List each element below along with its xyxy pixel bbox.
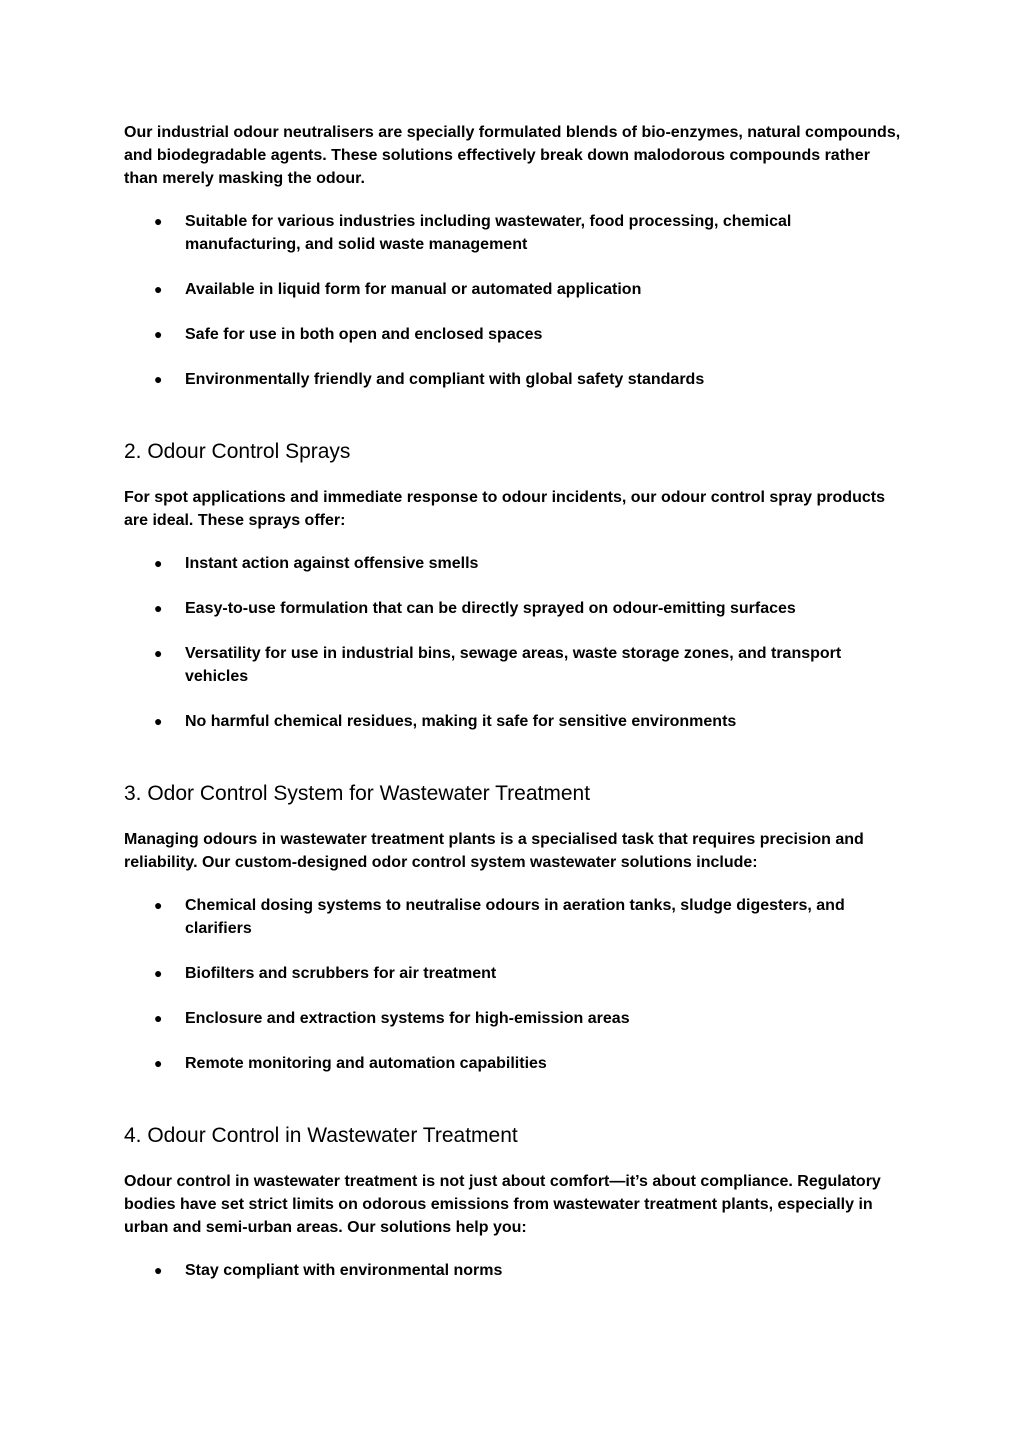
bullet-icon: ● [154,1262,163,1278]
sprays-bullet-list [124,552,904,733]
bullet-icon: ● [154,897,163,913]
list-item [124,962,904,985]
bullet-icon: ● [154,371,163,387]
list-item [124,642,904,688]
intro-paragraph: Our industrial odour neutralisers are specially formulated blends of bio-enzymes, natural compounds, and biodegradable agents. These solutions effectively break down malodorous compounds rather than merely masking the odour. [124,124,901,187]
bullet-icon: ● [154,965,163,981]
list-item-text: Biofilters and scrubbers for air treatment [185,965,497,982]
list-item-text: Enclosure and extraction systems for high-emission areas [185,1010,630,1027]
bullet-icon: ● [154,555,163,571]
wastewater-control-bullet-list [124,1259,904,1282]
section-paragraph-wastewater-control: Odour control in wastewater treatment is not just about comfort—it’s about compliance. Regulatory bodies have set strict limits on odorous emissions from wastewater treatment plants, especially in urban and semi-urban areas. Our solutions help you: [124,1173,881,1236]
list-item [124,597,904,620]
list-item [124,210,904,256]
list-item-text: Safe for use in both open and enclosed spaces [185,326,543,343]
list-item [124,278,904,301]
list-item-text: No harmful chemical residues, making it safe for sensitive environments [185,713,737,730]
list-item-text: Environmentally friendly and compliant with global safety standards [185,371,705,388]
section-heading-wastewater-system: 3. Odor Control System for Wastewater Treatment [124,782,591,805]
list-item [124,1052,904,1075]
document-page [124,121,904,1282]
section-paragraph-wastewater-system: Managing odours in wastewater treatment plants is a specialised task that requires precision and reliability. Our custom-designed odor control system wastewater solutions include: [124,831,864,871]
bullet-icon: ● [154,600,163,616]
list-item-text: Instant action against offensive smells [185,555,479,572]
list-item-text: Stay compliant with environmental norms [185,1262,503,1279]
list-item-text: Suitable for various industries including wastewater, food processing, chemical manufacturing, and solid waste management [185,213,792,253]
bullet-icon: ● [154,713,163,729]
intro-bullet-list [124,210,904,391]
bullet-icon: ● [154,1055,163,1071]
section-paragraph-sprays: For spot applications and immediate response to odour incidents, our odour control spray products are ideal. These sprays offer: [124,489,885,529]
bullet-icon: ● [154,213,163,229]
list-item-text: Versatility for use in industrial bins, sewage areas, waste storage zones, and transport vehicles [185,645,842,685]
bullet-icon: ● [154,645,163,661]
list-item [124,710,904,733]
list-item-text: Remote monitoring and automation capabilities [185,1055,547,1072]
list-item-text: Easy-to-use formulation that can be directly sprayed on odour-emitting surfaces [185,600,796,617]
list-item [124,323,904,346]
section-heading-sprays: 2. Odour Control Sprays [124,440,351,463]
list-item [124,894,904,940]
list-item [124,552,904,575]
section-heading-wastewater-control: 4. Odour Control in Wastewater Treatment [124,1124,518,1147]
list-item-text: Chemical dosing systems to neutralise odours in aeration tanks, sludge digesters, and clarifiers [185,897,845,937]
list-item-text: Available in liquid form for manual or automated application [185,281,642,298]
list-item [124,1259,904,1282]
list-item [124,368,904,391]
bullet-icon: ● [154,326,163,342]
bullet-icon: ● [154,1010,163,1026]
bullet-icon: ● [154,281,163,297]
wastewater-system-bullet-list [124,894,904,1075]
list-item [124,1007,904,1030]
